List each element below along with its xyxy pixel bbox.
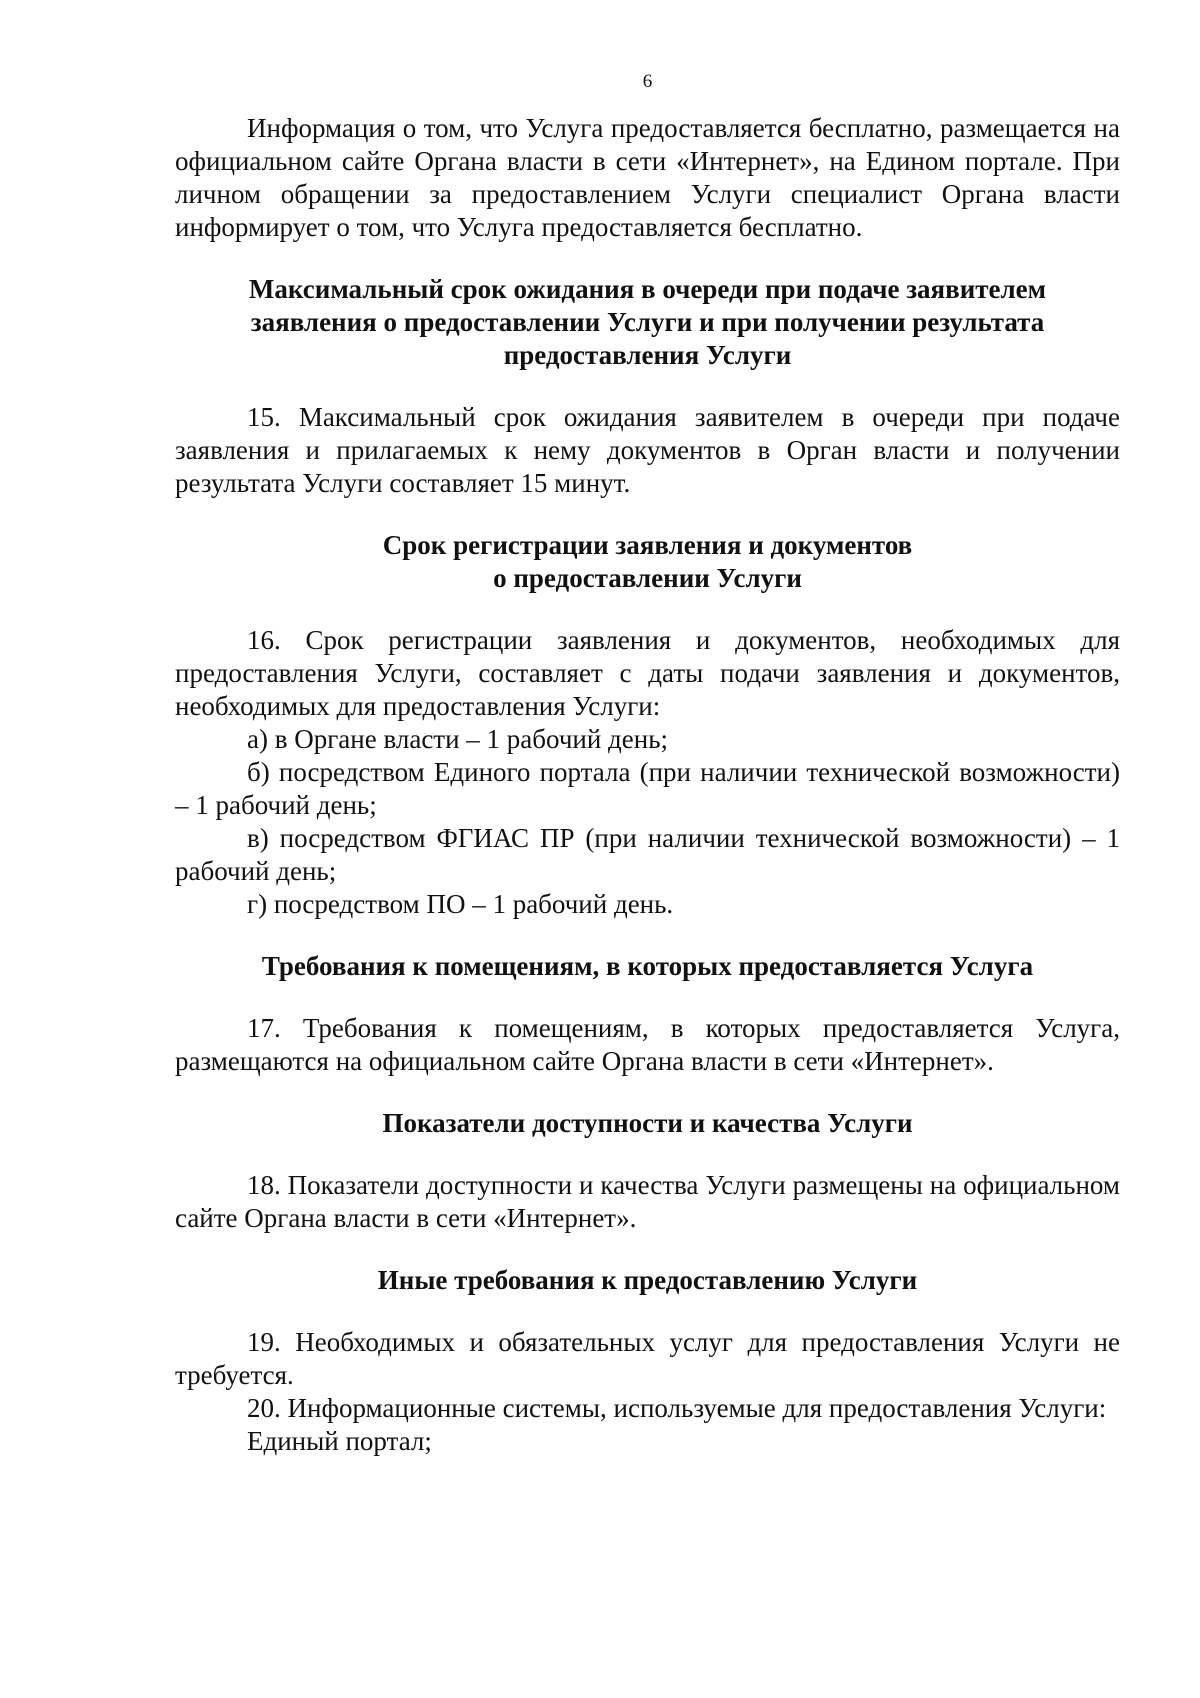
list-item-unified-portal: Единый портал; <box>247 1426 432 1456</box>
heading-line: предоставления Услуги <box>503 340 792 370</box>
heading-line: Срок регистрации заявления и документов <box>382 530 913 560</box>
paragraph-fee-info: Информация о том, что Услуга предоставляется бесплатно, размещается на официальном сайте Органа власти в сети «Интернет», на Едином портале. При личном обращении за предоставлением Услуги специалист Органа власти информирует о том, что Услуга предоставляется бесплатно. <box>175 113 1120 242</box>
paragraph-15: 15. Максимальный срок ожидания заявителем в очереди при подаче заявления и прилагаемых к нему документов в Орган власти и получении результата Услуги составляет 15 минут. <box>175 402 1120 498</box>
list-item-b: б) посредством Единого портала (при наличии технической возможности) – 1 рабочий день; <box>175 757 1120 820</box>
list-item-g: г) посредством ПО – 1 рабочий день. <box>247 889 674 919</box>
list-item-a: а) в Органе власти – 1 рабочий день; <box>247 724 669 754</box>
heading-queue-time <box>175 273 1120 372</box>
paragraph-17: 17. Требования к помещениям, в которых предоставляется Услуга, размещаются на официальном сайте Органа власти в сети «Интернет». <box>175 1013 1120 1076</box>
page-number: 6 <box>642 71 653 92</box>
heading-line: о предоставлении Услуги <box>493 563 802 593</box>
heading-registration-time <box>175 529 1120 595</box>
heading-premises: Требования к помещениям, в которых предоставляется Услуга <box>261 951 1034 981</box>
paragraph-19: 19. Необходимых и обязательных услуг для предоставления Услуги не требуется. <box>175 1327 1120 1390</box>
paragraph-20: 20. Информационные системы, используемые для предоставления Услуги: <box>247 1393 1107 1423</box>
list-item-v: в) посредством ФГИАС ПР (при наличии технической возможности) – 1 рабочий день; <box>175 823 1120 886</box>
heading-line: заявления о предоставлении Услуги и при получении результата <box>250 307 1045 337</box>
heading-other-requirements: Иные требования к предоставлению Услуги <box>377 1265 918 1295</box>
paragraph-18: 18. Показатели доступности и качества Услуги размещены на официальном сайте Органа власти в сети «Интернет». <box>175 1170 1120 1233</box>
heading-accessibility: Показатели доступности и качества Услуги <box>382 1108 913 1138</box>
heading-line: Максимальный срок ожидания в очереди при подаче заявителем <box>248 274 1047 304</box>
paragraph-16: 16. Срок регистрации заявления и документов, необходимых для предоставления Услуги, составляет с даты подачи заявления и документов, необходимых для предоставления Услуги: <box>175 625 1120 721</box>
document-page <box>175 70 1120 1458</box>
